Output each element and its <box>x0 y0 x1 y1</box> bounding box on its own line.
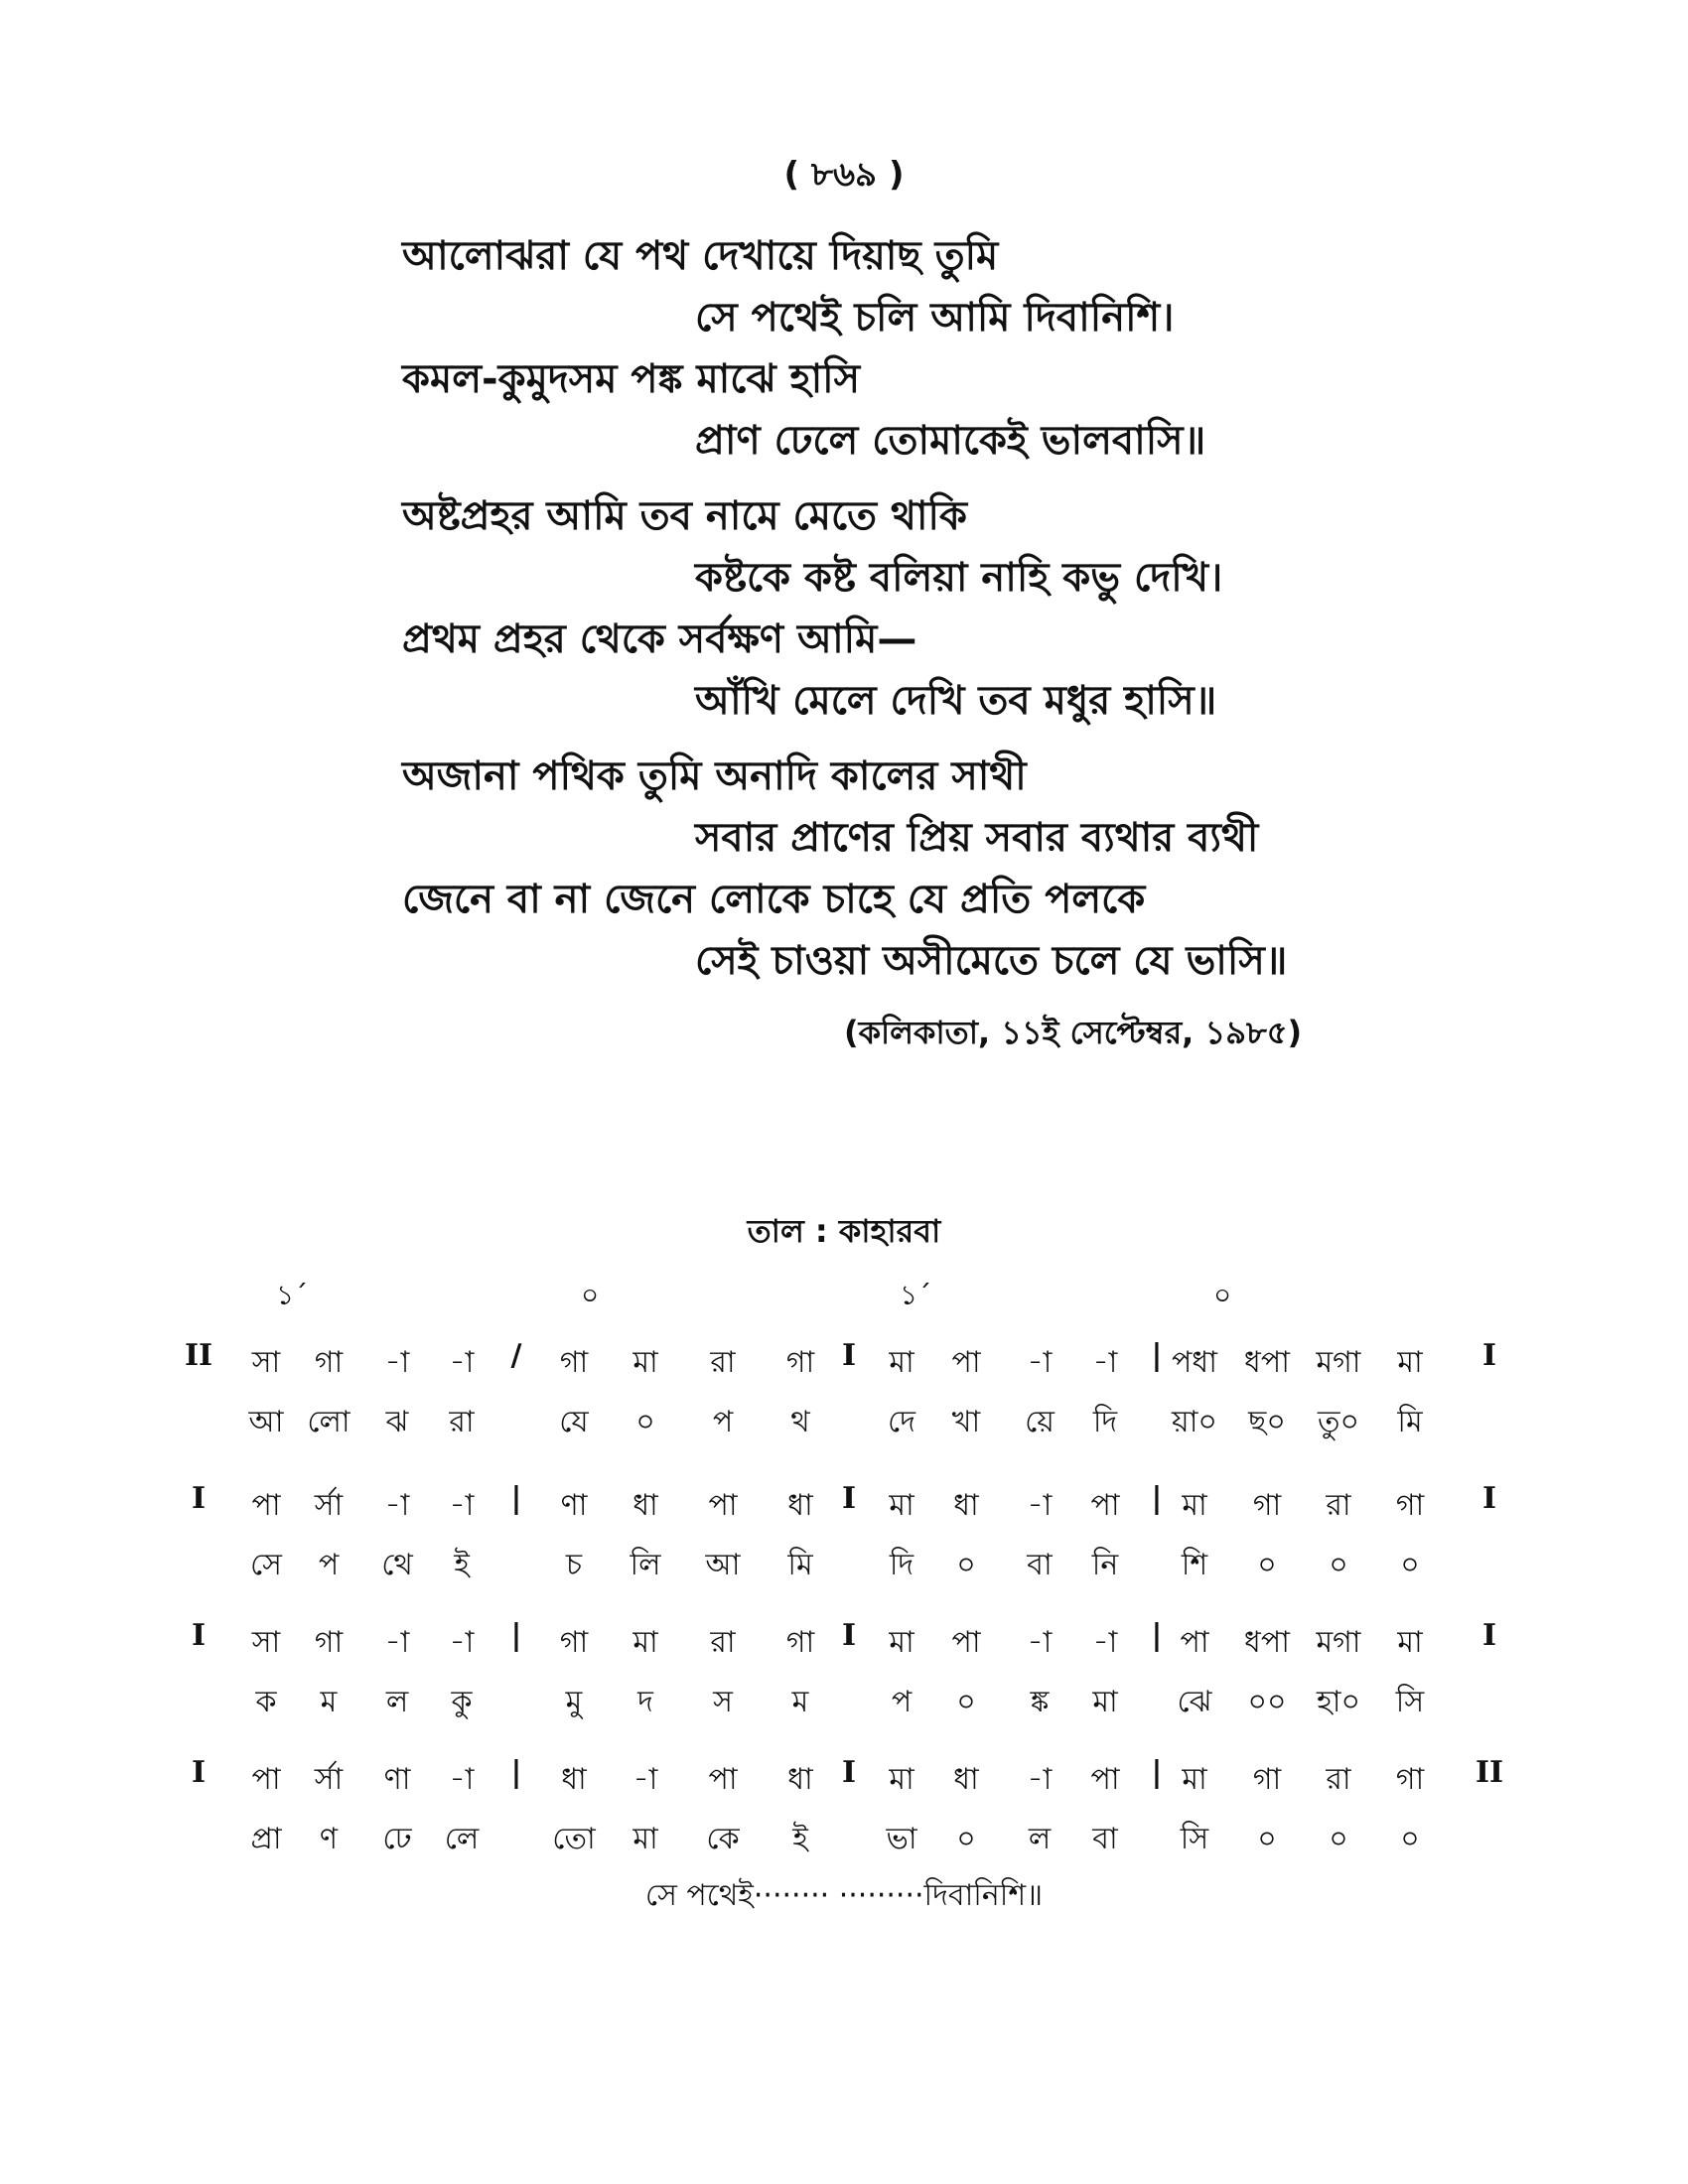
bar-line: I <box>1481 1338 1497 1373</box>
note: ধা <box>787 1762 813 1797</box>
bar-line: I <box>1481 1618 1497 1653</box>
lyric-syllable: সি <box>1180 1822 1209 1856</box>
note: গা <box>1252 1488 1282 1523</box>
note: ণা <box>383 1762 411 1797</box>
lyric-syllable: ০০ <box>1247 1685 1287 1719</box>
bar-line: I <box>191 1481 207 1516</box>
lyric-syllable: নি <box>1091 1548 1119 1582</box>
notation-row <box>0 1338 1688 1388</box>
beat-mark: ১´ <box>900 1279 932 1311</box>
lyric-syllable: সি <box>1395 1685 1425 1719</box>
poem-line: প্রথম প্রহর থেকে সর্বক্ষণ আমি— <box>402 616 917 662</box>
bar-line: | <box>510 1755 522 1790</box>
note: -া <box>1092 1345 1118 1380</box>
lyric-syllable: লে <box>444 1822 480 1856</box>
lyric-syllable: ০ <box>1400 1548 1420 1582</box>
note: -া <box>1092 1625 1118 1660</box>
note: সা <box>251 1625 281 1660</box>
bar-line: | <box>1151 1755 1163 1790</box>
note: মা <box>1182 1488 1207 1523</box>
lyric-syllable: তু০ <box>1317 1405 1360 1439</box>
note: -া <box>633 1762 658 1797</box>
lyric-syllable: থ <box>790 1405 810 1439</box>
note: -া <box>449 1762 475 1797</box>
note: গা <box>559 1625 589 1660</box>
bar-line: I <box>841 1338 857 1373</box>
lyric-syllable: ম <box>791 1685 809 1719</box>
note: মা <box>1182 1762 1207 1797</box>
lyric-syllable: য়ে <box>1025 1405 1055 1439</box>
lyric-row <box>0 1541 1688 1590</box>
note: -া <box>1027 1488 1053 1523</box>
notation-row <box>0 1755 1688 1805</box>
note: ণা <box>560 1488 588 1523</box>
lyric-row <box>0 1815 1688 1864</box>
lyric-syllable: প <box>712 1405 734 1439</box>
bar-line: | <box>510 1481 522 1516</box>
poem-line: অষ্টপ্রহর আমি তব নামে মেতে থাকি <box>402 493 967 539</box>
note: মা <box>889 1345 914 1380</box>
note: -া <box>449 1345 475 1380</box>
lyric-syllable: ০ <box>956 1548 976 1582</box>
bar-line: I <box>191 1618 207 1653</box>
note: মগা <box>1316 1345 1361 1380</box>
lyric-syllable: আ <box>705 1548 741 1582</box>
lyric-syllable: মা <box>1092 1685 1118 1719</box>
note: -া <box>384 1488 410 1523</box>
lyric-syllable: প <box>891 1685 913 1719</box>
lyric-syllable: লি <box>630 1548 661 1582</box>
note: গা <box>785 1345 815 1380</box>
bar-line: | <box>1151 1481 1163 1516</box>
note: -া <box>384 1625 410 1660</box>
lyric-row <box>0 1678 1688 1727</box>
note: মা <box>633 1345 658 1380</box>
bar-line: II <box>184 1338 213 1373</box>
lyric-syllable: ০ <box>1329 1548 1348 1582</box>
note: রা <box>710 1345 736 1380</box>
bar-line: II <box>1475 1755 1504 1790</box>
note: ধা <box>633 1488 658 1523</box>
poem-line: কষ্টকে কষ্ট বলিয়া নাহি কভু দেখি। <box>695 555 1223 601</box>
note: রা <box>710 1625 736 1660</box>
notation-row <box>0 1481 1688 1531</box>
lyric-syllable: মু <box>565 1685 583 1719</box>
lyric-syllable: ল <box>1028 1822 1052 1856</box>
lyric-syllable: সে <box>250 1548 282 1582</box>
bar-line: I <box>1481 1481 1497 1516</box>
bar-line: | <box>510 1618 522 1653</box>
poem-line: প্রাণ ঢেলে তোমাকেই ভালবাসি॥ <box>695 418 1206 464</box>
note: গা <box>314 1345 344 1380</box>
bar-line: / <box>510 1338 522 1373</box>
lyric-syllable: ০ <box>1400 1822 1420 1856</box>
note: গা <box>1395 1762 1425 1797</box>
note: রা <box>1326 1488 1351 1523</box>
lyric-syllable: য়া০ <box>1172 1405 1217 1439</box>
lyric-syllable: ০ <box>1329 1822 1348 1856</box>
poem-line: অজানা পথিক তুমি অনাদি কালের সাথী <box>402 753 1027 799</box>
lyric-syllable: ল <box>385 1685 409 1719</box>
lyric-syllable: ০ <box>1257 1548 1277 1582</box>
note: গা <box>1252 1762 1282 1797</box>
lyric-syllable: তো <box>552 1822 596 1856</box>
note: মা <box>633 1625 658 1660</box>
bar-line: | <box>1151 1618 1163 1653</box>
poem-line: জেনে বা না জেনে লোকে চাহে যে প্রতি পলকে <box>402 877 1146 922</box>
poem-line: কমল-কুমুদসম পঙ্ক মাঝে হাসি <box>402 356 861 402</box>
poem-line: সেই চাওয়া অসীমেতে চলে যে ভাসি॥ <box>695 938 1288 984</box>
note: র্সা <box>314 1762 344 1797</box>
lyric-syllable: যে <box>559 1405 589 1439</box>
lyric-syllable: ছ০ <box>1248 1405 1286 1439</box>
note: -া <box>1027 1625 1053 1660</box>
note: রা <box>1326 1762 1351 1797</box>
note: গা <box>314 1625 344 1660</box>
lyric-syllable: দি <box>1092 1405 1118 1439</box>
lyric-syllable: লো <box>307 1405 351 1439</box>
lyric-syllable: প্রা <box>250 1822 282 1856</box>
beat-mark: ০ <box>581 1279 600 1311</box>
note: পা <box>951 1345 981 1380</box>
lyric-syllable: দ <box>637 1685 653 1719</box>
lyric-syllable: ০ <box>956 1685 976 1719</box>
note: ধা <box>561 1762 587 1797</box>
note: -া <box>384 1345 410 1380</box>
lyric-syllable: ণ <box>319 1822 339 1856</box>
note: গা <box>559 1345 589 1380</box>
note: ধা <box>953 1488 979 1523</box>
lyric-syllable: ক <box>255 1685 277 1719</box>
note: -া <box>449 1488 475 1523</box>
note: ধপা <box>1244 1345 1290 1380</box>
lyric-syllable: মি <box>1397 1405 1423 1439</box>
lyric-syllable: ০ <box>956 1822 976 1856</box>
lyric-syllable: ম <box>320 1685 338 1719</box>
lyric-syllable: ই <box>454 1548 470 1582</box>
lyric-row <box>0 1398 1688 1447</box>
lyric-syllable: বা <box>1027 1548 1053 1582</box>
lyric-syllable: আ <box>248 1405 284 1439</box>
lyric-syllable: মি <box>787 1548 813 1582</box>
lyric-syllable: চ <box>565 1548 583 1582</box>
note: -া <box>449 1625 475 1660</box>
note: মা <box>889 1625 914 1660</box>
note: ধা <box>953 1762 979 1797</box>
poem-line: সে পথেই চলি আমি দিবানিশি। <box>695 295 1175 341</box>
lyric-syllable: হা০ <box>1317 1685 1360 1719</box>
lyric-syllable: দে <box>888 1405 915 1439</box>
beat-mark: ১´ <box>276 1279 309 1311</box>
lyric-syllable: ঝে <box>1177 1685 1212 1719</box>
poem-line: আলোঝরা যে পথ দেখায়ে দিয়াছ তুমি <box>402 233 999 279</box>
note: পা <box>708 1762 738 1797</box>
bar-line: | <box>1151 1338 1163 1373</box>
note: পা <box>708 1488 738 1523</box>
lyric-syllable: ঝ <box>385 1405 409 1439</box>
note: -া <box>1027 1345 1053 1380</box>
lyric-syllable: কে <box>706 1822 740 1856</box>
note: মগা <box>1316 1625 1361 1660</box>
lyric-syllable: থে <box>381 1548 413 1582</box>
refrain-line: সে পথেই········ ·········দিবানিশি॥ <box>644 1878 1044 1913</box>
note: মা <box>1397 1625 1423 1660</box>
note: পা <box>251 1488 281 1523</box>
lyric-syllable: ০ <box>1257 1822 1277 1856</box>
lyric-syllable: খা <box>951 1405 981 1439</box>
lyric-syllable: দি <box>889 1548 914 1582</box>
bar-line: I <box>841 1481 857 1516</box>
note: মা <box>889 1762 914 1797</box>
bar-line: I <box>841 1618 857 1653</box>
lyric-syllable: ই <box>792 1822 808 1856</box>
page-number: ( ৮৬৯ ) <box>783 155 905 195</box>
note: পা <box>1090 1488 1120 1523</box>
note: মা <box>1397 1345 1423 1380</box>
note: পা <box>951 1625 981 1660</box>
note: পা <box>1180 1625 1209 1660</box>
note: -া <box>1027 1762 1053 1797</box>
notation-row <box>0 1618 1688 1668</box>
lyric-syllable: ভা <box>886 1822 917 1856</box>
lyric-syllable: মা <box>633 1822 658 1856</box>
lyric-syllable: ঢে <box>382 1822 412 1856</box>
note: মা <box>889 1488 914 1523</box>
tala-heading: তাল : কাহারবা <box>747 1212 941 1250</box>
lyric-syllable: ০ <box>635 1405 655 1439</box>
lyric-syllable: ঙ্ক <box>1030 1685 1050 1719</box>
note: সা <box>251 1345 281 1380</box>
lyric-syllable: প <box>318 1548 340 1582</box>
note: র্সা <box>314 1488 344 1523</box>
note: পা <box>251 1762 281 1797</box>
beat-mark: ০ <box>1213 1279 1232 1311</box>
lyric-syllable: শি <box>1181 1548 1208 1582</box>
note: ধপা <box>1244 1625 1290 1660</box>
bar-line: I <box>841 1755 857 1790</box>
lyric-syllable: স <box>713 1685 733 1719</box>
note: গা <box>1395 1488 1425 1523</box>
note: গা <box>785 1625 815 1660</box>
lyric-syllable: রা <box>449 1405 475 1439</box>
note: পা <box>1090 1762 1120 1797</box>
note: পধা <box>1172 1345 1217 1380</box>
place-date: (কলিকাতা, ১১ই সেপ্টেম্বর, ১৯৮৫) <box>844 1014 1303 1051</box>
poem-line: আঁখি মেলে দেখি তব মধুর হাসি॥ <box>695 678 1217 724</box>
lyric-syllable: কু <box>451 1685 473 1719</box>
lyric-syllable: বা <box>1092 1822 1118 1856</box>
note: ধা <box>787 1488 813 1523</box>
bar-line: I <box>191 1755 207 1790</box>
poem-line: সবার প্রাণের প্রিয় সবার ব্যথার ব্যথী <box>695 815 1259 861</box>
